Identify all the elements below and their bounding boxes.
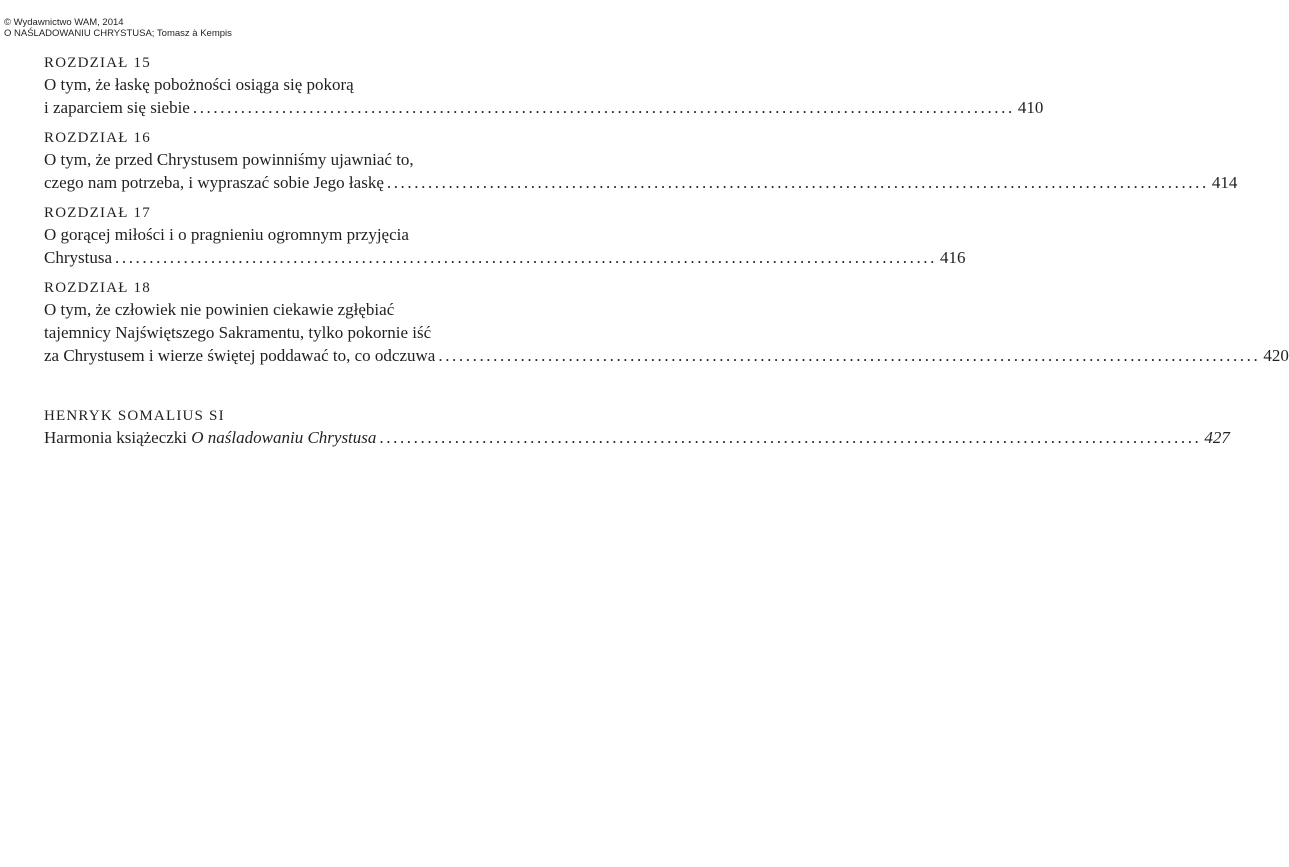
dot-leader: ........................................................................................................................ [192, 98, 1015, 117]
entry-title-line: O gorącej miłości i o pragnieniu ogromnym przyjęcia [44, 225, 409, 244]
dot-leader: ........................................................................................................................ [115, 248, 937, 267]
copyright-line: © Wydawnictwo WAM, 2014 [4, 17, 124, 28]
entry-last-line [44, 96, 1044, 119]
page-number: 414 [1211, 173, 1238, 192]
dot-leader: ........................................................................................................................ [379, 428, 1202, 447]
copyright-header [4, 17, 232, 39]
page-number: 416 [940, 248, 966, 267]
entry-title-line: O tym, że człowiek nie powinien ciekawie zgłębiać [44, 300, 395, 319]
book-title-line: O NAŚLADOWANIU CHRYSTUSA; Tomasz à Kempis [4, 28, 232, 39]
chapter-heading: ROZDZIAŁ 17 [44, 205, 151, 221]
toc-entry-chapter-17[interactable] [44, 203, 966, 269]
section-spacer [44, 376, 486, 406]
appendix-title-italic: O naśladowaniu Chrystusa [191, 428, 377, 447]
page-number: 420 [1263, 346, 1289, 365]
chapter-heading: ROZDZIAŁ 18 [44, 280, 151, 296]
chapter-heading: ROZDZIAŁ 15 [44, 55, 151, 71]
entry-last-line [44, 246, 966, 269]
entry-title-end: czego nam potrzeba, i wypraszać sobie Jego łaskę [44, 173, 384, 192]
toc-entry-appendix[interactable] [44, 406, 1230, 449]
appendix-title-prefix: Harmonia książeczki [44, 428, 192, 447]
entry-title-line: O tym, że łaskę pobożności osiąga się pokorą [44, 75, 354, 94]
chapter-heading: ROZDZIAŁ 16 [44, 130, 151, 146]
dot-leader: ........................................................................................................................ [438, 346, 1261, 365]
entry-title-line: O tym, że przed Chrystusem powinniśmy ujawniać to, [44, 150, 414, 169]
entry-title-end: Chrystusa [44, 248, 112, 267]
toc-entry-chapter-16[interactable] [44, 128, 1238, 194]
entry-last-line [44, 171, 1238, 194]
appendix-title [44, 426, 376, 449]
entry-title-end: za Chrystusem i wierze świętej poddawać to, co odczuwa [44, 346, 436, 365]
entry-title-line: tajemnicy Najświętszego Sakramentu, tylko pokornie iść [44, 323, 432, 342]
entry-title-end: i zaparciem się siebie [44, 98, 190, 117]
entry-last-line [44, 426, 1230, 449]
entry-last-line [44, 344, 1289, 367]
appendix-heading: HENRYK SOMALIUS SI [44, 408, 225, 424]
toc-entry-chapter-18[interactable] [44, 278, 1289, 367]
page-number: 427 [1204, 428, 1230, 447]
table-of-contents [44, 53, 1289, 458]
toc-entry-chapter-15[interactable] [44, 53, 1044, 119]
dot-leader: ........................................................................................................................ [386, 173, 1209, 192]
page-number: 410 [1017, 98, 1044, 117]
